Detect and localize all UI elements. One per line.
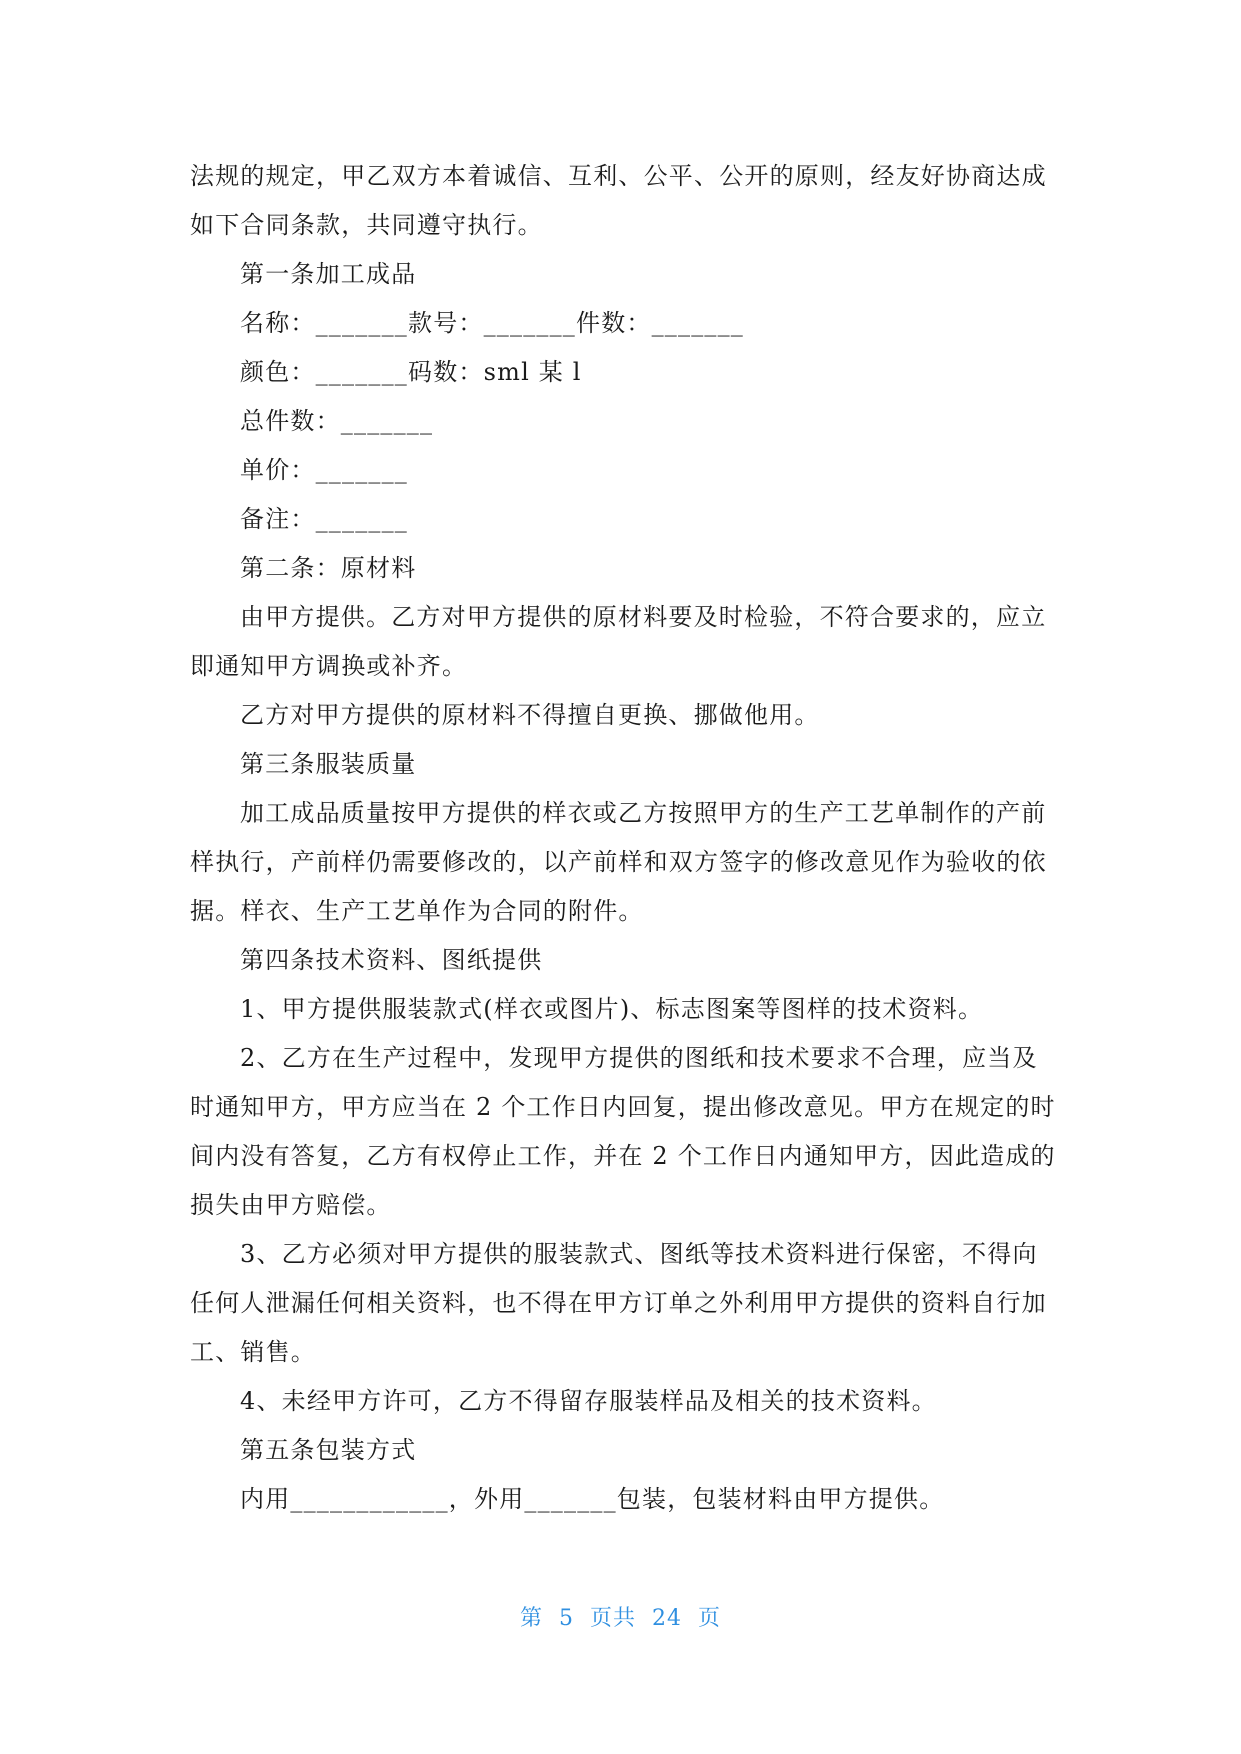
paragraph: 加工成品质量按甲方提供的样衣或乙方按照甲方的生产工艺单制作的产前样执行，产前样仍需要修改的，以产前样和双方签字的修改意见作为验收的依据。样衣、生产工艺单作为合同的附件。 — [190, 799, 1047, 925]
list-item: 4、未经甲方许可，乙方不得留存服装样品及相关的技术资料。 — [240, 1387, 937, 1415]
section-heading: 第五条包装方式 — [240, 1436, 417, 1464]
list-item: 1、甲方提供服装款式(样衣或图片)、标志图案等图样的技术资料。 — [240, 995, 984, 1023]
paragraph: 由甲方提供。乙方对甲方提供的原材料要及时检验，不符合要求的，应立即通知甲方调换或补齐。 — [190, 603, 1047, 680]
document-body — [190, 152, 1060, 1524]
section-heading: 第二条：原材料 — [240, 554, 417, 582]
paragraph: 乙方对甲方提供的原材料不得擅自更换、挪做他用。 — [240, 701, 820, 729]
form-line: 备注：_______ — [240, 505, 408, 533]
footer-prefix: 第 — [519, 1606, 543, 1631]
section-heading: 第四条技术资料、图纸提供 — [240, 946, 543, 974]
form-line: 颜色：_______码数：sml 某 l — [240, 358, 582, 386]
page-footer — [0, 1604, 1241, 1634]
list-item: 2、乙方在生产过程中，发现甲方提供的图纸和技术要求不合理，应当及时通知甲方，甲方应当在 2 个工作日内回复，提出修改意见。甲方在规定的时间内没有答复，乙方有权停止工作，并在 2 个工作日内通知甲方，因此造成的损失由甲方赔偿。 — [190, 1044, 1056, 1219]
footer-total-pages: 24 — [652, 1606, 682, 1631]
form-line: 名称：_______款号：_______件数：_______ — [240, 309, 744, 337]
list-item: 3、乙方必须对甲方提供的服装款式、图纸等技术资料进行保密，不得向任何人泄漏任何相关资料，也不得在甲方订单之外利用甲方提供的资料自行加工、销售。 — [190, 1240, 1047, 1366]
section-heading: 第一条加工成品 — [240, 260, 417, 288]
footer-suffix: 页 — [698, 1606, 722, 1631]
form-line: 总件数：_______ — [240, 407, 434, 435]
paragraph: 法规的规定，甲乙双方本着诚信、互利、公平、公开的原则，经友好协商达成如下合同条款，共同遵守执行。 — [190, 162, 1047, 239]
form-line: 内用____________，外用_______包装，包装材料由甲方提供。 — [240, 1485, 945, 1513]
form-line: 单价：_______ — [240, 456, 408, 484]
footer-current-page: 5 — [558, 1606, 574, 1631]
footer-middle: 页共 — [589, 1606, 636, 1631]
section-heading: 第三条服装质量 — [240, 750, 417, 778]
